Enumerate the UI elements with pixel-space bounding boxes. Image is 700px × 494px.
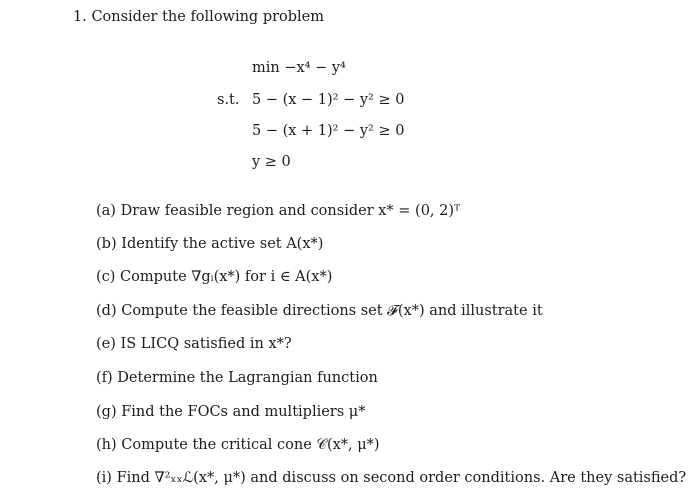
part-f-label: (f) bbox=[96, 370, 113, 386]
part-d-text: Compute the feasible directions set 𝓕(x*) and illustrate it bbox=[121, 303, 543, 319]
part-b bbox=[96, 235, 323, 253]
constraint-2: 5 − (x + 1)² − y² ≥ 0 bbox=[252, 123, 405, 139]
part-e-text: IS LICQ satisfied in x*? bbox=[120, 336, 292, 352]
part-a-text: Draw feasible region and consider x* = (0, 2)ᵀ bbox=[120, 203, 461, 219]
constraint-3: y ≥ 0 bbox=[252, 154, 291, 170]
part-e-label: (e) bbox=[96, 336, 116, 352]
subject-to-label: s.t. bbox=[217, 92, 240, 108]
part-i-text: Find ∇²ₓₓℒ(x*, μ*) and discuss on second order conditions. Are they satisfied? bbox=[116, 470, 687, 486]
objective-function: min −x⁴ − y⁴ bbox=[252, 60, 346, 76]
part-g bbox=[96, 403, 365, 421]
part-c-label: (c) bbox=[96, 269, 116, 285]
constraint-1: 5 − (x − 1)² − y² ≥ 0 bbox=[252, 92, 405, 108]
part-g-text: Find the FOCs and multipliers μ* bbox=[121, 404, 366, 420]
part-a-label: (a) bbox=[96, 203, 116, 219]
part-f-text: Determine the Lagrangian function bbox=[117, 370, 378, 386]
part-i-label: (i) bbox=[96, 470, 112, 486]
part-g-label: (g) bbox=[96, 404, 117, 420]
part-h bbox=[96, 436, 380, 454]
part-d-label: (d) bbox=[96, 303, 117, 319]
part-d bbox=[96, 302, 543, 320]
part-b-label: (b) bbox=[96, 236, 117, 252]
part-e bbox=[96, 335, 292, 353]
part-h-text: Compute the critical cone 𝒞(x*, μ*) bbox=[121, 437, 380, 453]
problem-heading: 1. Consider the following problem bbox=[73, 9, 325, 25]
part-i bbox=[96, 469, 686, 487]
part-h-label: (h) bbox=[96, 437, 117, 453]
part-b-text: Identify the active set A(x*) bbox=[121, 236, 324, 252]
part-a bbox=[96, 202, 460, 220]
part-c-text: Compute ∇gᵢ(x*) for i ∈ A(x*) bbox=[120, 269, 333, 285]
part-f bbox=[96, 369, 378, 387]
part-c bbox=[96, 268, 332, 286]
